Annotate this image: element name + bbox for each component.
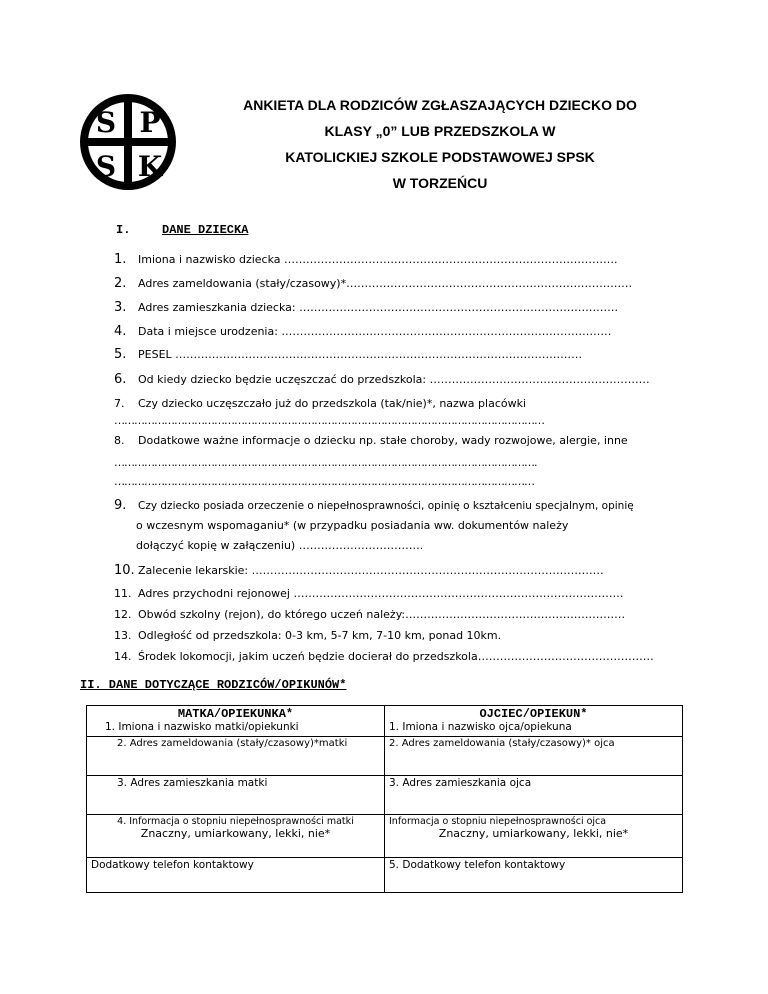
item9-continuation-2: dołączyć kopię w załączeniu) ……………………………. bbox=[136, 539, 424, 552]
title-line-3: KATOLICKIEJ SZKOLE PODSTAWOWEJ SPSK bbox=[285, 149, 595, 165]
mother-cell-5[interactable]: Dodatkowy telefon kontaktowy bbox=[87, 858, 385, 893]
document-title bbox=[200, 92, 680, 196]
mother-cell-2[interactable]: 2. Adres zameldowania (stały/czasowy)*matki bbox=[87, 737, 385, 776]
father-header: OJCIEC/OPIEKUN* bbox=[479, 707, 588, 721]
child-item-6: 6. Od kiedy dziecko będzie uczęszczać do przedszkola: …………………………………………………… bbox=[114, 372, 650, 387]
child-item-3: 3. Adres zamieszkania dziecka: …………………………………………………………………………… bbox=[114, 300, 619, 315]
svg-text:S: S bbox=[95, 150, 117, 183]
child-item-13: 13. Odległość od przedszkola: 0-3 km, 5-7 km, 7-10 km, ponad 10km. bbox=[114, 629, 502, 642]
section2-title: II. DANE DOTYCZĄCE RODZICÓW/OPIKUNÓW* bbox=[80, 678, 347, 692]
dots-line-8a: ………………………………………………………………………………………………………………. bbox=[114, 456, 537, 469]
dots-line-8b: ……………………………………………………………………………………………………………… bbox=[114, 475, 534, 488]
child-item-11: 11. Adres przychodni rejonowej ……………………………………………………………………………… bbox=[114, 587, 624, 600]
table-row bbox=[87, 737, 683, 776]
title-line-1: ANKIETA DLA RODZICÓW ZGŁASZAJĄCYCH DZIECKO DO bbox=[243, 97, 637, 113]
father-cell-1[interactable]: OJCIEC/OPIEKUN* 1. Imiona i nazwisko ojca/opiekuna bbox=[385, 706, 683, 737]
father-cell-4[interactable]: Informacja o stopniu niepełnosprawności ojca Znaczny, umiarkowany, lekki, nie* bbox=[385, 815, 683, 858]
child-item-9: 9. Czy dziecko posiada orzeczenie o niepełnosprawności, opinię o kształceniu specjalnym, opinię bbox=[114, 498, 634, 513]
child-item-12: 12. Obwód szkolny (rejon), do którego uczeń należy:…………………………………………………… bbox=[114, 608, 626, 621]
child-item-14: 14. Środek lokomocji, jakim uczeń będzie docierał do przedszkola………………………………………… bbox=[114, 650, 654, 663]
table-row bbox=[87, 706, 683, 737]
svg-text:K: K bbox=[137, 150, 163, 183]
parents-table bbox=[86, 705, 683, 893]
mother-cell-3[interactable]: 3. Adres zamieszkania matki bbox=[87, 776, 385, 815]
mother-header: MATKA/OPIEKUNKA* bbox=[177, 707, 294, 721]
mother-cell-1[interactable]: MATKA/OPIEKUNKA* 1. Imiona i nazwisko matki/opiekunki bbox=[87, 706, 385, 737]
child-item-7: 7. Czy dziecko uczęszczało już do przedszkola (tak/nie)*, nazwa placówki bbox=[114, 397, 527, 410]
table-row bbox=[87, 858, 683, 893]
father-cell-3[interactable]: 3. Adres zamieszkania ojca bbox=[385, 776, 683, 815]
father-cell-2[interactable]: 2. Adres zameldowania (stały/czasowy)* ojca bbox=[385, 737, 683, 776]
svg-text:P: P bbox=[139, 106, 161, 139]
svg-text:S: S bbox=[95, 106, 117, 139]
mother-cell-4[interactable]: 4. Informacja o stopniu niepełnosprawności matki Znaczny, umiarkowany, lekki, nie* bbox=[87, 815, 385, 858]
section1-title: DANE DZIECKA bbox=[162, 223, 249, 237]
child-item-8: 8. Dodatkowe ważne informacje o dziecku np. stałe choroby, wady rozwojowe, alergie, inne bbox=[114, 434, 628, 447]
father-cell-5[interactable]: 5. Dodatkowy telefon kontaktowy bbox=[385, 858, 683, 893]
section1-number: I. bbox=[116, 223, 131, 237]
title-line-4: W TORZEŃCU bbox=[392, 175, 488, 191]
child-item-10: 10. Zalecenie lekarskie: …………………………………………………………………………………… bbox=[114, 563, 604, 578]
table-row bbox=[87, 815, 683, 858]
title-line-2: KLASY „0” LUB PRZEDSZKOLA W bbox=[324, 123, 556, 139]
child-item-5: 5. PESEL ………………………………………………………………………………………………… bbox=[114, 347, 583, 362]
dots-line-7: ………………………………………………………………………………………………………………… bbox=[114, 414, 544, 427]
child-item-1: 1. Imiona i nazwisko dziecka ………………………………………………………………………………. bbox=[114, 252, 618, 267]
spsk-logo bbox=[78, 92, 178, 192]
child-item-4: 4. Data i miejsce urodzenia: ……………………………………………………………………………… bbox=[114, 324, 612, 339]
child-item-2: 2. Adres zameldowania (stały/czasowy)*…………………………………………………………………… bbox=[114, 276, 633, 291]
table-row bbox=[87, 776, 683, 815]
item9-continuation-1: o wczesnym wspomaganiu* (w przypadku posiadania ww. dokumentów należy bbox=[136, 519, 569, 532]
